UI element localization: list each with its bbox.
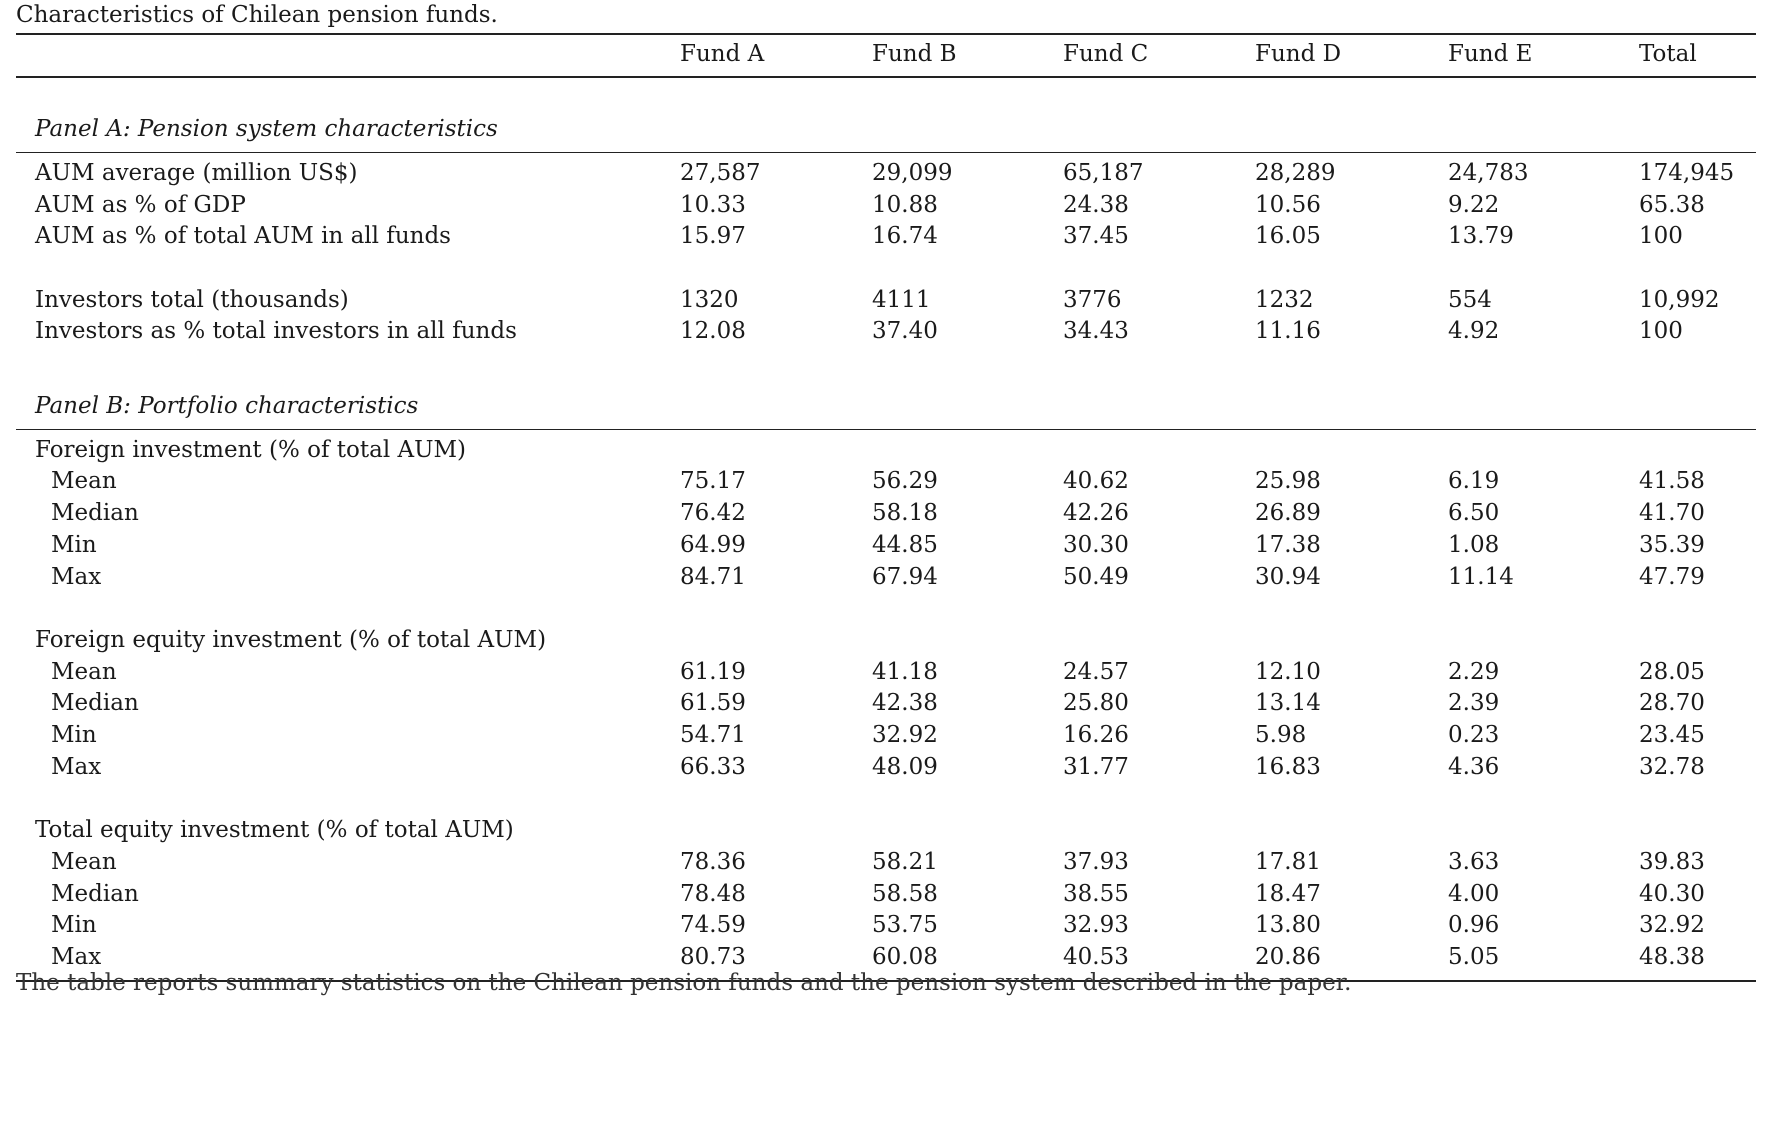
cell-fund-a: 61.19 bbox=[680, 659, 746, 685]
panel-a-title: Panel A: Pension system characteristics bbox=[35, 116, 498, 142]
cell-fund-b: 16.74 bbox=[872, 223, 938, 249]
cell-total: 40.30 bbox=[1639, 881, 1705, 907]
cell-total: 39.83 bbox=[1639, 849, 1705, 875]
cell-fund-c: 24.38 bbox=[1063, 192, 1129, 218]
cell-fund-b: 58.58 bbox=[872, 881, 938, 907]
cell-fund-e: 1.08 bbox=[1448, 532, 1500, 558]
cell-fund-b: 37.40 bbox=[872, 318, 938, 344]
cell-fund-c: 31.77 bbox=[1063, 754, 1129, 780]
cell-fund-a: 1320 bbox=[680, 287, 739, 313]
panel-a-rule bbox=[16, 152, 1756, 153]
cell-fund-a: 54.71 bbox=[680, 722, 746, 748]
table-row bbox=[0, 909, 1767, 941]
cell-total: 32.92 bbox=[1639, 912, 1705, 938]
cell-total: 28.70 bbox=[1639, 690, 1705, 716]
cell-fund-a: 75.17 bbox=[680, 468, 746, 494]
cell-fund-e: 4.00 bbox=[1448, 881, 1500, 907]
cell-fund-d: 11.16 bbox=[1255, 318, 1321, 344]
footnote-text: The table reports summary statistics on the Chilean pension funds and the pension system described in the paper. bbox=[16, 970, 1352, 996]
cell-fund-d: 16.05 bbox=[1255, 223, 1321, 249]
header-rule bbox=[16, 76, 1756, 78]
group-heading: Foreign investment (% of total AUM) bbox=[35, 437, 467, 463]
row-label: Min bbox=[51, 912, 97, 938]
cell-total: 100 bbox=[1639, 223, 1683, 249]
cell-fund-d: 16.83 bbox=[1255, 754, 1321, 780]
cell-total: 32.78 bbox=[1639, 754, 1705, 780]
table-row bbox=[0, 465, 1767, 497]
cell-fund-d: 5.98 bbox=[1255, 722, 1307, 748]
cell-fund-e: 0.23 bbox=[1448, 722, 1500, 748]
column-header-row bbox=[0, 38, 1767, 70]
cell-total: 23.45 bbox=[1639, 722, 1705, 748]
row-label: Mean bbox=[51, 659, 117, 685]
cell-total: 100 bbox=[1639, 318, 1683, 344]
table-row bbox=[0, 656, 1767, 688]
cell-fund-a: 15.97 bbox=[680, 223, 746, 249]
cell-fund-d: 17.38 bbox=[1255, 532, 1321, 558]
cell-fund-e: 11.14 bbox=[1448, 564, 1514, 590]
cell-fund-c: 65,187 bbox=[1063, 160, 1144, 186]
cell-fund-b: 58.18 bbox=[872, 500, 938, 526]
cell-fund-e: 4.92 bbox=[1448, 318, 1500, 344]
cell-total: 28.05 bbox=[1639, 659, 1705, 685]
cell-fund-c: 34.43 bbox=[1063, 318, 1129, 344]
cell-fund-e: 6.19 bbox=[1448, 468, 1500, 494]
cell-fund-e: 6.50 bbox=[1448, 500, 1500, 526]
cell-fund-e: 554 bbox=[1448, 287, 1492, 313]
column-header-fund-a: Fund A bbox=[680, 41, 765, 67]
cell-fund-b: 4111 bbox=[872, 287, 931, 313]
cell-fund-a: 80.73 bbox=[680, 944, 746, 970]
cell-fund-e: 4.36 bbox=[1448, 754, 1500, 780]
cell-fund-c: 24.57 bbox=[1063, 659, 1129, 685]
cell-fund-d: 10.56 bbox=[1255, 192, 1321, 218]
cell-fund-c: 38.55 bbox=[1063, 881, 1129, 907]
cell-fund-c: 40.53 bbox=[1063, 944, 1129, 970]
cell-fund-e: 0.96 bbox=[1448, 912, 1500, 938]
row-label: AUM as % of GDP bbox=[35, 192, 246, 218]
cell-total: 65.38 bbox=[1639, 192, 1705, 218]
cell-fund-c: 32.93 bbox=[1063, 912, 1129, 938]
cell-total: 10,992 bbox=[1639, 287, 1720, 313]
cell-fund-d: 28,289 bbox=[1255, 160, 1336, 186]
cell-fund-e: 13.79 bbox=[1448, 223, 1514, 249]
cell-fund-a: 78.48 bbox=[680, 881, 746, 907]
cell-fund-b: 10.88 bbox=[872, 192, 938, 218]
cell-total: 35.39 bbox=[1639, 532, 1705, 558]
table-row bbox=[0, 561, 1767, 593]
row-label: Median bbox=[51, 500, 139, 526]
column-header-fund-d: Fund D bbox=[1255, 41, 1342, 67]
cell-fund-b: 67.94 bbox=[872, 564, 938, 590]
cell-fund-a: 10.33 bbox=[680, 192, 746, 218]
table-caption: Characteristics of Chilean pension funds. bbox=[16, 2, 498, 28]
cell-fund-e: 9.22 bbox=[1448, 192, 1500, 218]
top-rule bbox=[16, 33, 1756, 35]
table-row bbox=[0, 497, 1767, 529]
cell-fund-d: 1232 bbox=[1255, 287, 1314, 313]
cell-fund-a: 64.99 bbox=[680, 532, 746, 558]
row-label: AUM average (million US$) bbox=[35, 160, 358, 186]
cell-fund-c: 37.93 bbox=[1063, 849, 1129, 875]
row-label: Max bbox=[51, 754, 102, 780]
cell-fund-a: 61.59 bbox=[680, 690, 746, 716]
cell-fund-d: 25.98 bbox=[1255, 468, 1321, 494]
table-row bbox=[0, 315, 1767, 347]
table-row bbox=[0, 846, 1767, 878]
cell-total: 48.38 bbox=[1639, 944, 1705, 970]
row-label: Max bbox=[51, 564, 102, 590]
table-row bbox=[0, 220, 1767, 252]
cell-fund-c: 16.26 bbox=[1063, 722, 1129, 748]
table-row bbox=[0, 878, 1767, 910]
cell-total: 174,945 bbox=[1639, 160, 1735, 186]
table-row bbox=[0, 189, 1767, 221]
row-label: Mean bbox=[51, 468, 117, 494]
table-row bbox=[0, 284, 1767, 316]
footnote-cutoff bbox=[16, 970, 1756, 999]
cell-fund-b: 48.09 bbox=[872, 754, 938, 780]
cell-fund-e: 24,783 bbox=[1448, 160, 1529, 186]
cell-fund-e: 2.29 bbox=[1448, 659, 1500, 685]
table-row bbox=[0, 719, 1767, 751]
cell-fund-d: 30.94 bbox=[1255, 564, 1321, 590]
row-label: AUM as % of total AUM in all funds bbox=[35, 223, 451, 249]
cell-fund-d: 13.80 bbox=[1255, 912, 1321, 938]
row-label: Median bbox=[51, 690, 139, 716]
column-header-total: Total bbox=[1639, 41, 1697, 67]
table-row bbox=[0, 157, 1767, 189]
cell-fund-b: 32.92 bbox=[872, 722, 938, 748]
cell-fund-c: 40.62 bbox=[1063, 468, 1129, 494]
cell-fund-d: 18.47 bbox=[1255, 881, 1321, 907]
cell-fund-e: 5.05 bbox=[1448, 944, 1500, 970]
cell-fund-e: 2.39 bbox=[1448, 690, 1500, 716]
table-row bbox=[0, 941, 1767, 973]
cell-fund-e: 3.63 bbox=[1448, 849, 1500, 875]
panel-b-title: Panel B: Portfolio characteristics bbox=[35, 393, 419, 419]
column-header-fund-e: Fund E bbox=[1448, 41, 1533, 67]
cell-fund-b: 42.38 bbox=[872, 690, 938, 716]
cell-fund-a: 12.08 bbox=[680, 318, 746, 344]
cell-fund-a: 66.33 bbox=[680, 754, 746, 780]
column-header-fund-c: Fund C bbox=[1063, 41, 1149, 67]
group-heading-row bbox=[0, 814, 1767, 846]
cell-total: 41.70 bbox=[1639, 500, 1705, 526]
column-header-fund-b: Fund B bbox=[872, 41, 957, 67]
table-row bbox=[0, 751, 1767, 783]
cell-fund-a: 27,587 bbox=[680, 160, 761, 186]
cell-fund-b: 58.21 bbox=[872, 849, 938, 875]
cell-fund-d: 12.10 bbox=[1255, 659, 1321, 685]
cell-fund-b: 29,099 bbox=[872, 160, 953, 186]
table-row bbox=[0, 687, 1767, 719]
cell-fund-b: 53.75 bbox=[872, 912, 938, 938]
row-label: Min bbox=[51, 532, 97, 558]
cell-fund-c: 3776 bbox=[1063, 287, 1122, 313]
cell-fund-b: 41.18 bbox=[872, 659, 938, 685]
cell-fund-d: 17.81 bbox=[1255, 849, 1321, 875]
cell-fund-c: 30.30 bbox=[1063, 532, 1129, 558]
cell-fund-c: 25.80 bbox=[1063, 690, 1129, 716]
cell-fund-c: 42.26 bbox=[1063, 500, 1129, 526]
cell-fund-b: 44.85 bbox=[872, 532, 938, 558]
cell-fund-d: 13.14 bbox=[1255, 690, 1321, 716]
group-heading: Total equity investment (% of total AUM) bbox=[35, 817, 514, 843]
cell-fund-b: 56.29 bbox=[872, 468, 938, 494]
cell-fund-a: 76.42 bbox=[680, 500, 746, 526]
cell-fund-c: 50.49 bbox=[1063, 564, 1129, 590]
cell-fund-d: 26.89 bbox=[1255, 500, 1321, 526]
cell-fund-a: 84.71 bbox=[680, 564, 746, 590]
row-label: Investors as % total investors in all funds bbox=[35, 318, 517, 344]
cell-fund-b: 60.08 bbox=[872, 944, 938, 970]
table-row bbox=[0, 529, 1767, 561]
panel-b-rule bbox=[16, 429, 1756, 430]
row-label: Min bbox=[51, 722, 97, 748]
cell-fund-a: 74.59 bbox=[680, 912, 746, 938]
row-label: Investors total (thousands) bbox=[35, 287, 349, 313]
cell-total: 41.58 bbox=[1639, 468, 1705, 494]
group-heading-row bbox=[0, 434, 1767, 466]
cell-fund-d: 20.86 bbox=[1255, 944, 1321, 970]
group-heading: Foreign equity investment (% of total AUM) bbox=[35, 627, 547, 653]
cell-total: 47.79 bbox=[1639, 564, 1705, 590]
row-label: Mean bbox=[51, 849, 117, 875]
cell-fund-c: 37.45 bbox=[1063, 223, 1129, 249]
cell-fund-a: 78.36 bbox=[680, 849, 746, 875]
group-heading-row bbox=[0, 624, 1767, 656]
row-label: Median bbox=[51, 881, 139, 907]
row-label: Max bbox=[51, 944, 102, 970]
